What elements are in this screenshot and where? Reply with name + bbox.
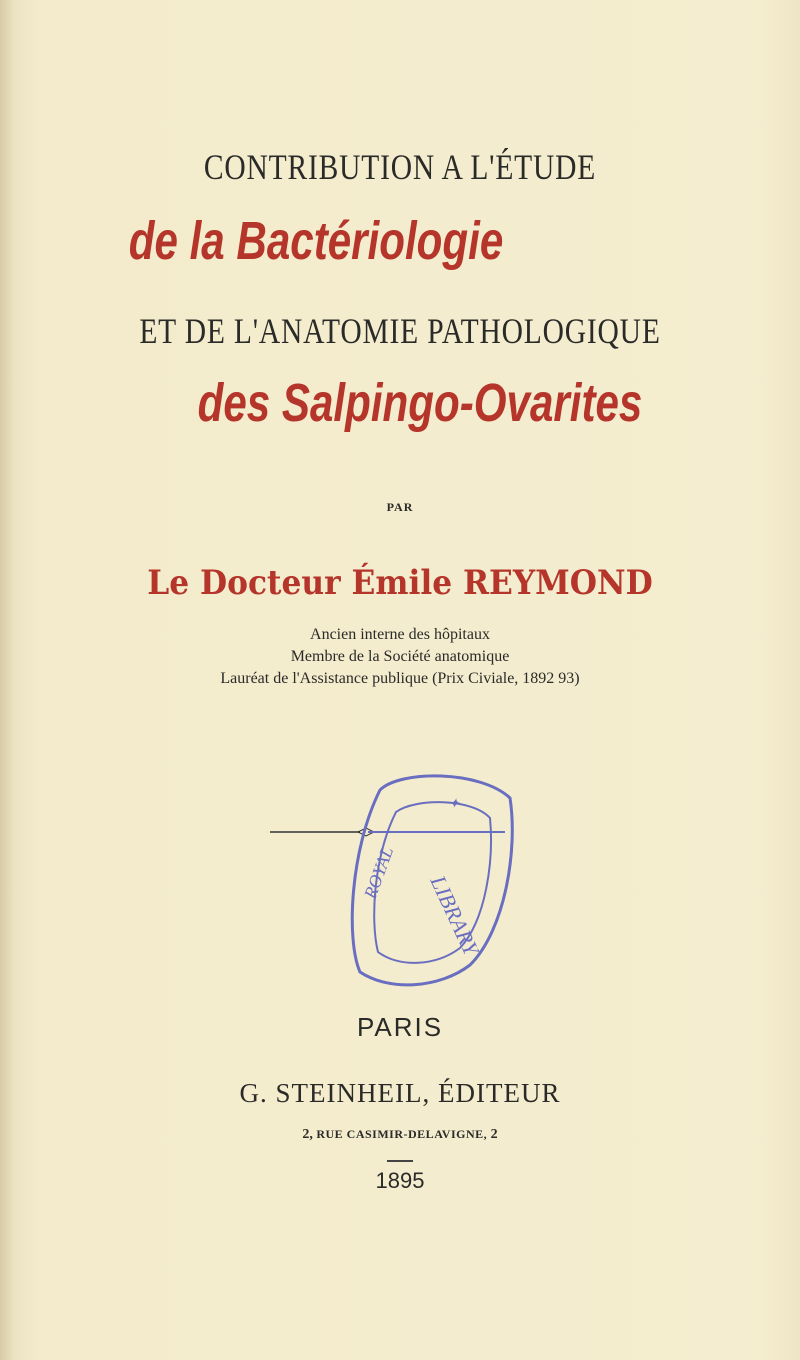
credential-line: Membre de la Société anatomique: [290, 648, 510, 665]
svg-text:✦: ✦: [448, 797, 460, 812]
title-line-4: des Salpingo-Ovarites: [197, 373, 643, 433]
address-number: 2,: [302, 1127, 313, 1142]
library-stamp-icon: [250, 760, 550, 1000]
svg-text:LIBRARY: LIBRARY: [425, 871, 485, 960]
publication-city: PARIS: [356, 1012, 444, 1042]
title-line-2: de la Bactériologie: [128, 211, 504, 271]
title-line-1: CONTRIBUTION A L'ÉTUDE: [203, 147, 597, 187]
author-name: Le Docteur Émile REYMOND: [147, 563, 653, 603]
credential-line: Lauréat de l'Assistance publique (Prix Civiale, 1892 93): [220, 670, 580, 687]
credential-line: Ancien interne des hôpitaux: [310, 626, 490, 643]
by-label: PAR: [386, 500, 414, 514]
title-line-3: ET DE L'ANATOMIE PATHOLOGIQUE: [139, 311, 661, 351]
publisher-address: [0, 1127, 800, 1143]
publication-year: 1895: [375, 1168, 425, 1193]
svg-text:ROYAL: ROYAL: [359, 844, 398, 902]
divider: [387, 1160, 413, 1162]
publisher-name: G. STEINHEIL, ÉDITEUR: [239, 1078, 561, 1108]
address-street: RUE CASIMIR-DELAVIGNE,: [316, 1127, 488, 1141]
address-number-2: 2: [490, 1127, 498, 1142]
